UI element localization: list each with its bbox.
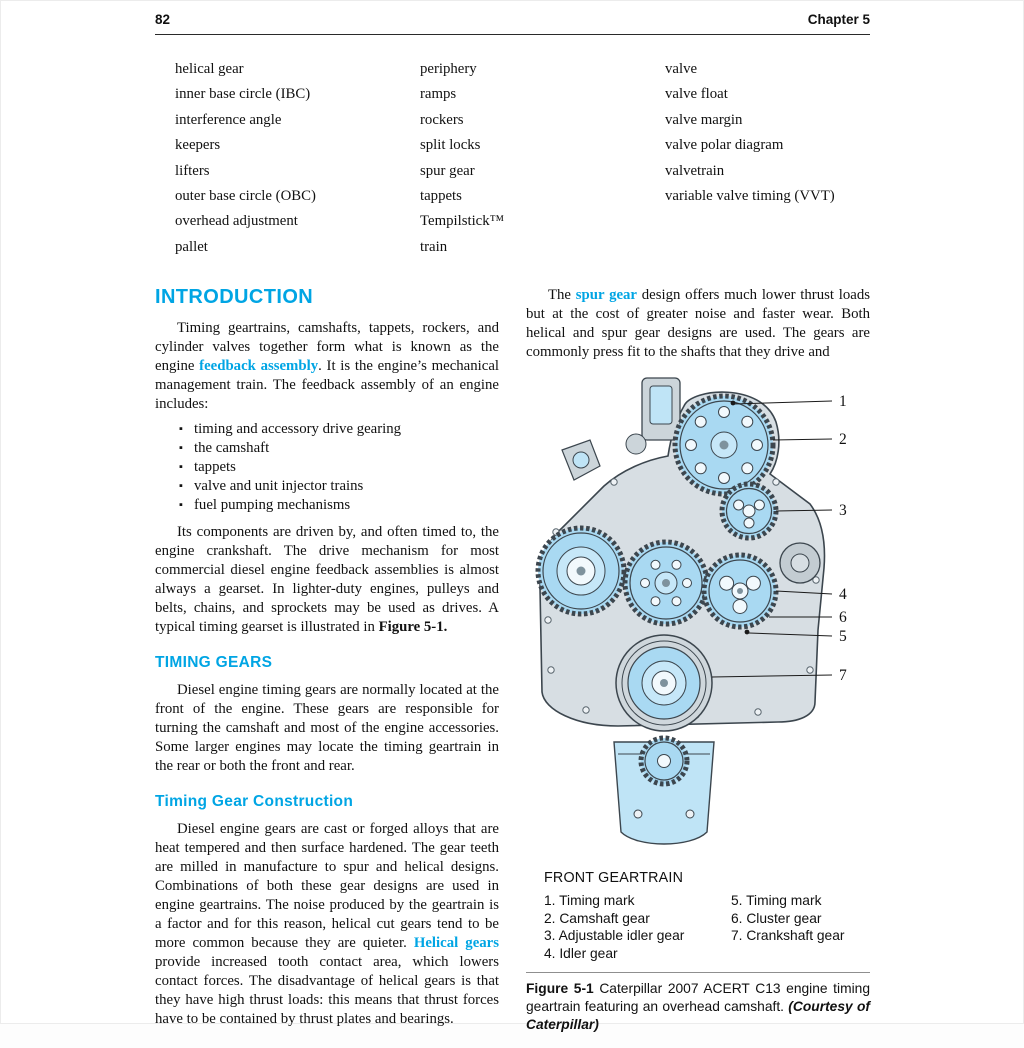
vocab-term: valve margin <box>665 111 743 128</box>
spur-gear-term: spur gear <box>575 287 637 304</box>
timing-gears-paragraph: Diesel engine timing gears are normally located at the front of the engine. These gears are responsible for turning the camshaft and most of the engine accessories. Some larger engines may locate the timing geartrain in the rear or both the front and rear. <box>155 682 499 775</box>
bullet-item: ▪ valve and unit injector trains <box>155 477 499 496</box>
vocab-column-2 <box>420 61 665 264</box>
introduction-paragraph-1 <box>155 319 499 414</box>
timing-mark-top <box>731 401 736 406</box>
adjustable-idler-gear <box>722 484 776 538</box>
camshaft-gear <box>675 396 773 494</box>
paragraph-text: The <box>548 287 576 304</box>
bullet-item: ▪ tappets <box>155 458 499 477</box>
bullet-item: ▪ the camshaft <box>155 439 499 458</box>
timing-mark-lower <box>745 630 750 635</box>
legend-item: 4. Idler gear <box>544 945 618 961</box>
figure-caption <box>526 972 870 1034</box>
vocab-term: ramps <box>420 86 457 103</box>
callout-number: 7 <box>839 667 847 685</box>
vocab-term: valvetrain <box>665 162 725 179</box>
vocab-term: lifters <box>175 162 210 179</box>
vocab-term: rockers <box>420 111 464 128</box>
vocab-term: spur gear <box>420 162 475 179</box>
legend-item: 6. Cluster gear <box>731 910 822 926</box>
legend-column-right <box>731 892 845 962</box>
chapter-label: Chapter 5 <box>807 12 870 27</box>
timing-gears-heading: TIMING GEARS <box>155 654 273 672</box>
vocab-term: interference angle <box>175 111 282 128</box>
legend-item: 7. Crankshaft gear <box>731 928 845 944</box>
callout-number: 1 <box>839 393 847 411</box>
paragraph-text: design offers much lower thrust loads but at the cost of greater noise and faster wear. Both helical and spur gear designs are used. The gears are commonly press fit to the shafts that they drive and <box>526 287 870 361</box>
gear-construction-heading: Timing Gear Construction <box>155 793 354 811</box>
paragraph-text: . It is the engine’s mechanical management train. The feedback assembly of an engine includes: <box>155 358 499 413</box>
vocab-term: valve <box>665 61 698 77</box>
bullet-item: ▪ fuel pumping mechanisms <box>155 496 499 515</box>
callout-number: 4 <box>839 586 847 604</box>
figure-5-1 <box>526 370 870 1034</box>
vocab-term: valve float <box>665 86 728 103</box>
vocab-column-3 <box>665 61 835 264</box>
vocab-term: keepers <box>175 137 221 154</box>
page-header <box>155 12 870 34</box>
vocab-term: pallet <box>175 238 208 255</box>
vocab-term: helical gear <box>175 61 244 77</box>
bullet-item: ▪ timing and accessory drive gearing <box>155 420 499 439</box>
legend-title: FRONT GEARTRAIN <box>544 870 684 887</box>
figure-legend <box>526 870 870 962</box>
caption-label: Figure 5-1 <box>526 981 594 997</box>
legend-item: 3. Adjustable idler gear <box>544 928 685 944</box>
vocabulary-list <box>155 35 870 264</box>
vocab-term: inner base circle (IBC) <box>175 86 311 103</box>
gear-construction-paragraph <box>155 820 499 1029</box>
vocab-term: Tempilstick™ <box>420 213 505 230</box>
vocab-term: train <box>420 238 448 255</box>
idler-gear <box>704 555 776 627</box>
helical-gears-term: Helical gears <box>413 935 499 952</box>
feedback-assembly-bullet-list <box>155 420 499 515</box>
right-column <box>526 286 870 1048</box>
left-column <box>155 286 499 1048</box>
introduction-heading: INTRODUCTION <box>155 286 314 309</box>
caption-credit: (Courtesy of Caterpillar) <box>526 999 870 1033</box>
paragraph-text: provide increased tooth contact area, which lowers contact forces. The disadvantage of helical gears is that they have high thrust loads: this means that thrust forces have to be contained by thrust plates and bearings. <box>155 954 499 1028</box>
callout-number: 5 <box>839 628 847 646</box>
accessory-gear <box>641 738 687 784</box>
cluster-gear <box>538 528 624 614</box>
vocab-term: outer base circle (OBC) <box>175 187 316 204</box>
caption-text: Caterpillar 2007 ACERT C13 engine timing geartrain featuring an overhead camshaft. <box>526 981 870 1015</box>
paragraph-text: Timing geartrains, camshafts, tappets, rockers, and cylinder valves together form what is known as the engine <box>155 320 499 375</box>
feedback-assembly-term: feedback assembly <box>199 358 319 375</box>
callout-number: 3 <box>839 502 847 520</box>
engine-geartrain-illustration <box>526 370 871 868</box>
legend-item: 5. Timing mark <box>731 893 822 909</box>
block-bore <box>780 543 820 583</box>
callout-number: 2 <box>839 431 847 449</box>
two-column-body <box>155 286 870 1048</box>
legend-column-left <box>544 892 731 962</box>
crankshaft-pulley <box>616 635 712 731</box>
spur-gear-paragraph <box>526 286 870 362</box>
paragraph-text: Its components are driven by, and often timed to, the engine crankshaft. The drive mechanism for most commercial diesel engine feedback assemblies is almost always a gearset. In lighter-duty engines, pulleys and belts, chains, and sprockets may be used as drives. A typical timing gearset is illustrated in <box>155 524 499 636</box>
legend-item: 2. Camshaft gear <box>544 910 650 926</box>
callout-number: 6 <box>839 609 847 627</box>
center-idler-gear <box>625 542 707 624</box>
vocab-term: variable valve timing (VVT) <box>665 187 835 204</box>
legend-item: 1. Timing mark <box>544 893 635 909</box>
figure-reference: Figure 5-1. <box>378 619 448 636</box>
vocab-term: overhead adjustment <box>175 213 298 230</box>
vocab-column-1 <box>175 61 420 264</box>
introduction-paragraph-2 <box>155 523 499 637</box>
vocab-term: valve polar diagram <box>665 137 784 154</box>
vocab-term: tappets <box>420 187 462 204</box>
paragraph-text: Diesel engine gears are cast or forged alloys that are heat tempered and then surface hardened. The gear teeth are milled in manufacture to spur and helical designs. Combinations of both these gear designs are used in engine geartrains. The noise produced by the geartrain is a factor and for this reason, helical cut gears tend to be more common because they are quieter. <box>155 821 499 952</box>
vocab-term: split locks <box>420 137 481 154</box>
vocab-term: periphery <box>420 61 477 77</box>
page-number: 82 <box>155 12 171 27</box>
